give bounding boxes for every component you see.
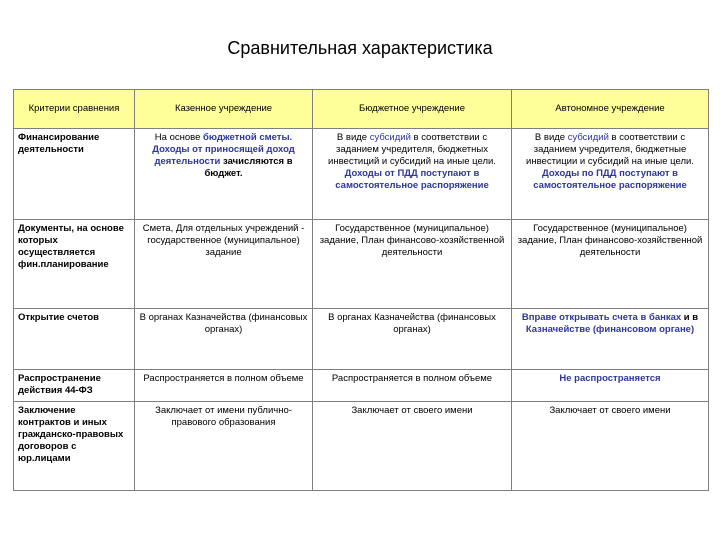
cell-44fz-budgetnoe: Распространяется в полном объеме <box>313 370 512 402</box>
cell-44fz-kazennoe: Распространяется в полном объеме <box>135 370 313 402</box>
cell-financing-budgetnoe: В виде субсидий в соответствии с заданием учредителя, бюджетных инвестиций и субсидий на иные цели. Доходы от ПДД поступают в самостоятельное распоряжение <box>313 129 512 220</box>
table-row <box>14 402 709 491</box>
cell-financing-kazennoe: На основе бюджетной сметы. Доходы от приносящей доход деятельности зачисляются в бюджет. <box>135 129 313 220</box>
cell-44fz-avtonomnoe: Не распространяется <box>512 370 709 402</box>
row-label-contracts: Заключение контрактов и иных гражданско-правовых договоров с юр.лицами <box>14 402 135 491</box>
cell-contracts-budgetnoe: Заключает от своего имени <box>313 402 512 491</box>
comparison-table <box>13 89 709 491</box>
table-row <box>14 370 709 402</box>
row-label-accounts: Открытие счетов <box>14 309 135 370</box>
row-label-44fz: Распространение действия 44-ФЗ <box>14 370 135 402</box>
row-label-documents: Документы, на основе которых осуществляется фин.планирование <box>14 220 135 309</box>
cell-financing-avtonomnoe: В виде субсидий в соответствии с заданием учредителя, бюджетные инвестиции и субсидий на иные цели. Доходы по ПДД поступают в самостоятельное распоряжение <box>512 129 709 220</box>
header-avtonomnoe: Автономное учреждение <box>512 90 709 129</box>
header-criteria: Критерии сравнения <box>14 90 135 129</box>
table-row <box>14 220 709 309</box>
cell-contracts-kazennoe: Заключает от имени публично-правового образования <box>135 402 313 491</box>
row-label-financing: Финансирование деятельности <box>14 129 135 220</box>
page-title: Сравнительная характеристика <box>227 38 493 58</box>
table-row <box>14 309 709 370</box>
table-row <box>14 129 709 220</box>
cell-documents-kazennoe: Смета, Для отдельных учреждений - государственное (муниципальное) задание <box>135 220 313 309</box>
cell-accounts-avtonomnoe: Вправе открывать счета в банках и в Казначействе (финансовом органе) <box>512 309 709 370</box>
cell-documents-avtonomnoe: Государственное (муниципальное) задание, План финансово-хозяйственной деятельности <box>512 220 709 309</box>
header-budgetnoe: Бюджетное учреждение <box>313 90 512 129</box>
cell-contracts-avtonomnoe: Заключает от своего имени <box>512 402 709 491</box>
cell-documents-budgetnoe: Государственное (муниципальное) задание, План финансово-хозяйственной деятельности <box>313 220 512 309</box>
cell-accounts-kazennoe: В органах Казначейства (финансовых органах) <box>135 309 313 370</box>
cell-accounts-budgetnoe: В органах Казначейства (финансовых органах) <box>313 309 512 370</box>
table-header-row <box>14 90 709 129</box>
header-kazennoe: Казенное учреждение <box>135 90 313 129</box>
